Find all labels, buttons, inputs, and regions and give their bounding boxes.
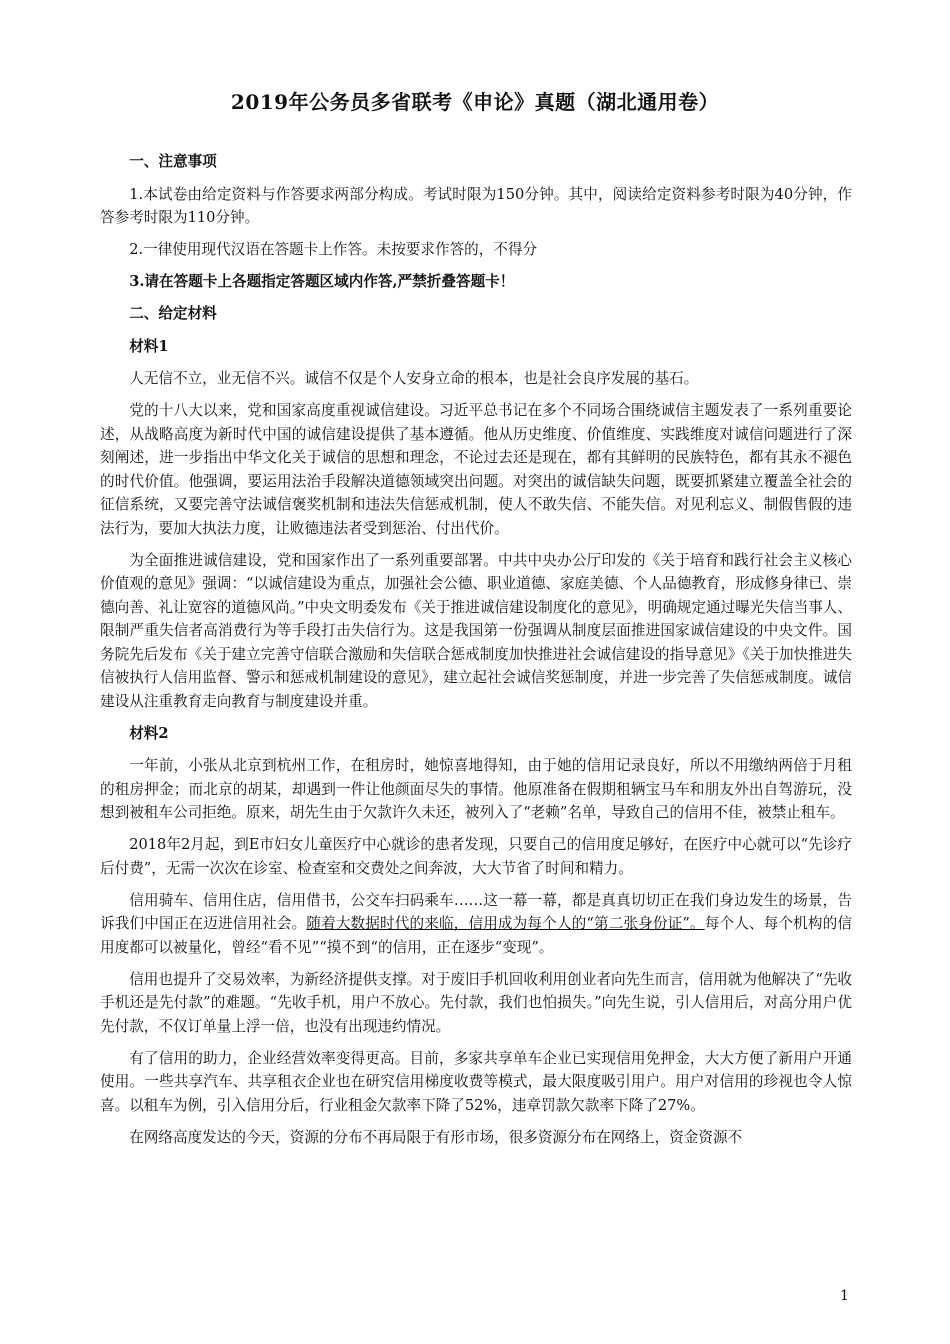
material-2-paragraph: 在网络高度发达的今天，资源的分布不再局限于有形市场，很多资源分布在网络上，资金资源不 xyxy=(129,1128,743,1146)
document-title: 2019年公务员多省联考《申论》真题（湖北通用卷） xyxy=(230,90,720,114)
note-3: 3.请在答题卡上各题指定答题区域内作答,严禁折叠答题卡！ xyxy=(129,273,515,290)
material-1-paragraph: 人无信不立，业无信不兴。诚信不仅是个人安身立命的根本，也是社会良序发展的基石。 xyxy=(129,370,699,387)
underlined-sentence: 随着大数据时代的来临，信用成为每个人的“第二张身份证”。 xyxy=(306,915,705,932)
section-heading-notes: 一、注意事项 xyxy=(129,153,217,170)
note-1: 1.本试卷由给定资料与作答要求两部分构成。考试时限为150分钟。其中，阅读给定资料参考时限为40分钟，作答参考时限为110分钟。 xyxy=(100,185,852,226)
material-2-label: 材料2 xyxy=(129,724,169,742)
note-2: 2.一律使用现代汉语在答题卡上作答。未按要求作答的，不得分 xyxy=(129,241,538,258)
material-1-label: 材料1 xyxy=(129,337,169,355)
material-1-paragraph: 为全面推进诚信建设，党和国家作出了一系列重要部署。中共中央办公厅印发的《关于培育和践行社会主义核心价值观的意见》强调：“以诚信建设为重点，加强社会公德、职业道德、家庭美德、个人品德教育，形成修身律已、崇德向善、礼让宽容的道德风尚。”中央文明委发布《关于推进诚信建设制度化的意见》，明确规定通过曝光失信当事人、限制严重失信者高消费行为等手段打击失信行为。这是我国第一份强调从制度层面推进国家诚信建设的中央文件。国务院先后发布《关于建立完善守信联合激励和失信联合惩戒制度加快推进社会诚信建设的指导意见》《关于加快推进失信被执行人信用监督、警示和惩戒机制建设的意见》，建立起社会诚信奖惩制度，并进一步完善了失信惩戒制度。诚信建设从注重教育走向教育与制度建设并重。 xyxy=(100,551,852,710)
material-2-paragraph: 有了信用的助力，企业经营效率变得更高。目前，多家共享单车企业已实现信用免押金，大大方便了新用户开通使用。一些共享汽车、共享租衣企业也在研究信用梯度收费等模式，最大限度吸引用户。用户对信用的珍视也令人惊喜。以租车为例，引入信用分后，行业租金欠款率下降了52%，违章罚款欠款率下降了27%。 xyxy=(100,1049,852,1114)
material-2-paragraph xyxy=(100,889,852,960)
page-number: 1 xyxy=(840,1288,849,1304)
material-2-paragraph: 一年前，小张从北京到杭州工作，在租房时，她惊喜地得知，由于她的信用记录良好，所以不用缴纳两倍于月租的租房押金；而北京的胡某，却遇到一件让他颜面尽失的事情。他原准备在假期租辆宝马车和朋友外出自驾游玩，没想到被租车公司拒绝。原来，胡先生由于欠款许久未还，被列入了“老赖”名单，导致自己的信用不佳，被禁止租车。 xyxy=(100,757,852,821)
paragraph-text: 每个人、每个机构的信用度都可以被量化，曾经“看不见”“摸不到“的信用，正在逐步“变现”。 xyxy=(100,915,852,956)
material-2-paragraph: 信用也提升了交易效率，为新经济提供支撑。对于废旧手机回收利用创业者向先生而言，信用就为他解决了“先收手机还是先付款”的难题。“先收手机，用户不放心。先付款，我们也怕损失。”向先生说，引人信用后，对高分用户优先付款，不仅订单量上浮一倍，也没有出现违约情况。 xyxy=(100,970,852,1035)
material-2-paragraph: 2018年2月起，到E市妇女儿童医疗中心就诊的患者发现，只要自己的信用度足够好，在医疗中心就可以“先诊疗后付费”，无需一次次在诊室、检查室和交费处之间奔波，大大节省了时间和精力。 xyxy=(100,836,852,877)
paragraph-text: 信用骑车、信用住店，信用借书，公交车扫码乘车……这一幕一幕，都是真真切切正在我们身边发生的场景，告诉我们中国正在迈进信用社会。 xyxy=(100,891,852,932)
document-body xyxy=(100,150,852,1158)
material-1-paragraph: 党的十八大以来，党和国家高度重视诚信建设。习近平总书记在多个不同场合围绕诚信主题发表了一系列重要论述，从战略高度为新时代中国的诚信建设提供了基本遵循。他从历史维度、价值维度、实践维度对诚信问题进行了深刻阐述，进一步指出中华文化关于诚信的思想和理念，不论过去还是现在，都有其鲜明的民族特色，都有其永不褪色的时代价值。他强调，要运用法治手段解决道德领域突出问题。对突出的诚信缺失问题，既要抓紧建立覆盖全社会的征信系统，又要完善守法诚信褒奖机制和违法失信惩戒机制，使人不敢失信、不能失信。对见利忘义、制假售假的违法行为，要加大执法力度，让败德违法者受到惩治、付出代价。 xyxy=(100,402,852,537)
section-heading-materials: 二、给定材料 xyxy=(129,305,217,322)
